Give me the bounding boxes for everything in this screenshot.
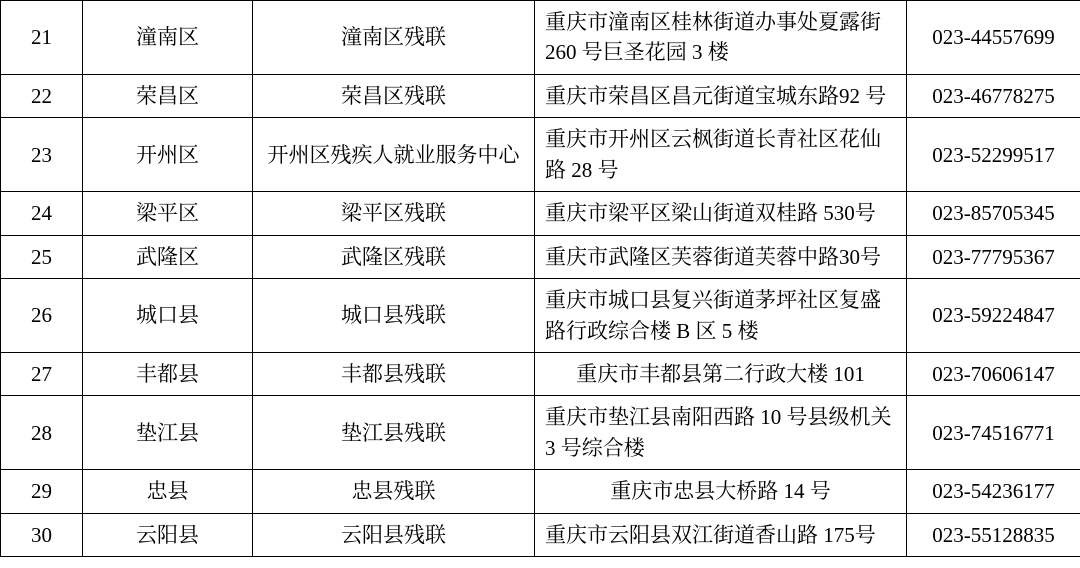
row-phone: 023-52299517 xyxy=(907,118,1080,192)
row-address: 重庆市开州区云枫街道长青社区花仙路 28 号 xyxy=(535,118,907,192)
row-district: 潼南区 xyxy=(83,1,253,75)
row-organization: 武隆区残联 xyxy=(253,235,535,278)
row-address: 重庆市丰都县第二行政大楼 101 xyxy=(535,352,907,395)
row-phone: 023-54236177 xyxy=(907,470,1080,513)
table-row xyxy=(1,279,1080,353)
row-phone: 023-44557699 xyxy=(907,1,1080,75)
row-organization: 潼南区残联 xyxy=(253,1,535,75)
row-address: 重庆市忠县大桥路 14 号 xyxy=(535,470,907,513)
row-index: 26 xyxy=(1,279,83,353)
table-row xyxy=(1,513,1080,556)
row-index: 24 xyxy=(1,192,83,235)
table-row xyxy=(1,235,1080,278)
row-organization: 丰都县残联 xyxy=(253,352,535,395)
row-district: 丰都县 xyxy=(83,352,253,395)
row-address: 重庆市城口县复兴街道茅坪社区复盛路行政综合楼 B 区 5 楼 xyxy=(535,279,907,353)
row-index: 27 xyxy=(1,352,83,395)
row-organization: 云阳县残联 xyxy=(253,513,535,556)
row-district: 云阳县 xyxy=(83,513,253,556)
row-phone: 023-70606147 xyxy=(907,352,1080,395)
row-index: 25 xyxy=(1,235,83,278)
row-index: 23 xyxy=(1,118,83,192)
row-index: 30 xyxy=(1,513,83,556)
row-phone: 023-85705345 xyxy=(907,192,1080,235)
row-phone: 023-59224847 xyxy=(907,279,1080,353)
row-index: 21 xyxy=(1,1,83,75)
row-district: 城口县 xyxy=(83,279,253,353)
row-index: 22 xyxy=(1,74,83,117)
row-address: 重庆市武隆区芙蓉街道芙蓉中路30号 xyxy=(535,235,907,278)
row-organization: 开州区残疾人就业服务中心 xyxy=(253,118,535,192)
row-district: 武隆区 xyxy=(83,235,253,278)
table-row xyxy=(1,396,1080,470)
row-index: 28 xyxy=(1,396,83,470)
table-row xyxy=(1,470,1080,513)
row-address: 重庆市垫江县南阳西路 10 号县级机关 3 号综合楼 xyxy=(535,396,907,470)
row-organization: 城口县残联 xyxy=(253,279,535,353)
row-address: 重庆市云阳县双江街道香山路 175号 xyxy=(535,513,907,556)
row-district: 梁平区 xyxy=(83,192,253,235)
row-district: 开州区 xyxy=(83,118,253,192)
table-row xyxy=(1,1,1080,75)
row-phone: 023-46778275 xyxy=(907,74,1080,117)
table-row xyxy=(1,352,1080,395)
row-organization: 忠县残联 xyxy=(253,470,535,513)
row-address: 重庆市荣昌区昌元街道宝城东路92 号 xyxy=(535,74,907,117)
row-address: 重庆市潼南区桂林街道办事处夏露街 260 号巨圣花园 3 楼 xyxy=(535,1,907,75)
row-address: 重庆市梁平区梁山街道双桂路 530号 xyxy=(535,192,907,235)
row-index: 29 xyxy=(1,470,83,513)
row-organization: 垫江县残联 xyxy=(253,396,535,470)
row-district: 忠县 xyxy=(83,470,253,513)
row-phone: 023-55128835 xyxy=(907,513,1080,556)
table-body xyxy=(1,1,1080,557)
row-district: 垫江县 xyxy=(83,396,253,470)
row-organization: 荣昌区残联 xyxy=(253,74,535,117)
row-phone: 023-77795367 xyxy=(907,235,1080,278)
row-phone: 023-74516771 xyxy=(907,396,1080,470)
row-organization: 梁平区残联 xyxy=(253,192,535,235)
row-district: 荣昌区 xyxy=(83,74,253,117)
table-row xyxy=(1,118,1080,192)
table-row xyxy=(1,192,1080,235)
table-row xyxy=(1,74,1080,117)
